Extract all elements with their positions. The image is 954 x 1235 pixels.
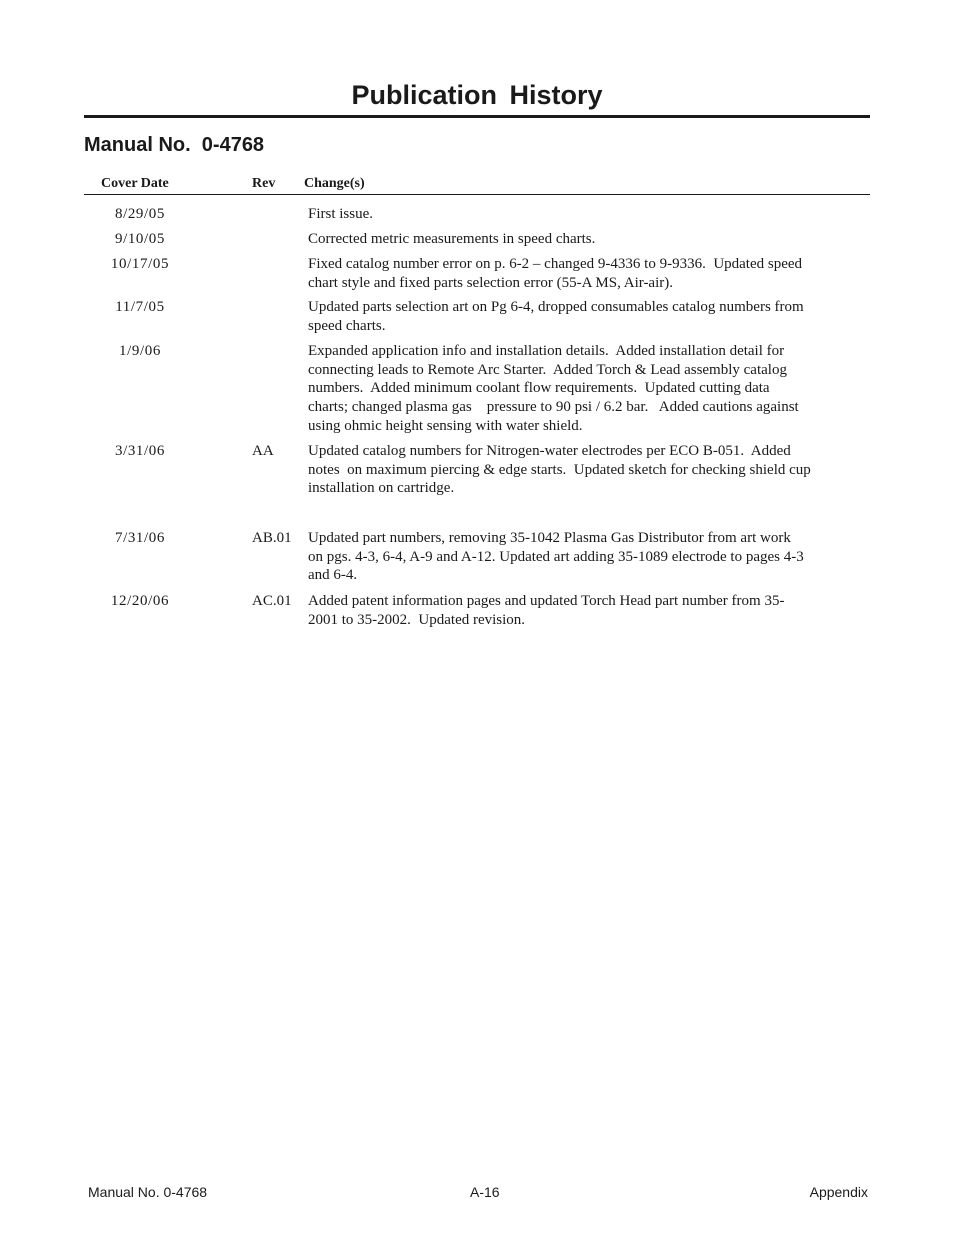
page-title: Publication History bbox=[351, 80, 603, 110]
change-cell: Updated catalog numbers for Nitrogen-water electrodes per ECO B-051. Added notes on maximum piercing & edge starts. Updated sketch for checking shield cup installation on cartridge. bbox=[308, 443, 811, 497]
change-cell: Expanded application info and installation details. Added installation detail for connecting leads to Remote Arc Starter. Added Torch & Lead assembly catalog numbers. Added minimum coolant flow requirements. Updated cutting data charts; changed plasma gas pressure to 90 psi / 6.2 bar. Added cautions against using ohmic height sensing with water shield. bbox=[308, 343, 799, 434]
title-rule bbox=[84, 115, 870, 118]
cover-date-cell: 3/31/06 bbox=[114, 443, 166, 459]
footer-section-name: Appendix bbox=[809, 1184, 868, 1200]
cover-date-cell: 9/10/05 bbox=[114, 231, 166, 247]
rev-cell: AA bbox=[252, 443, 274, 459]
change-cell: Updated parts selection art on Pg 6-4, dropped consumables catalog numbers from speed charts. bbox=[308, 299, 804, 334]
change-cell: First issue. bbox=[308, 206, 374, 222]
column-header-changes: Change(s) bbox=[304, 176, 365, 191]
cover-date-cell: 7/31/06 bbox=[114, 530, 166, 546]
cover-date-cell: 12/20/06 bbox=[110, 593, 170, 609]
cover-date-cell: 8/29/05 bbox=[114, 206, 166, 222]
footer-page-number: A-16 bbox=[470, 1184, 500, 1200]
rev-cell: AC.01 bbox=[252, 593, 292, 609]
change-cell: Updated part numbers, removing 35-1042 Plasma Gas Distributor from art work on pgs. 4-3, 6-4, A-9 and A-12. Updated art adding 35-1089 electrode to pages 4-3 and 6-4. bbox=[308, 530, 804, 584]
change-cell: Fixed catalog number error on p. 6-2 – changed 9-4336 to 9-9336. Updated speed chart style and fixed parts selection error (55-A MS, Air-air). bbox=[308, 256, 803, 291]
rev-cell: AB.01 bbox=[252, 530, 292, 546]
manual-number-heading: Manual No. 0-4768 bbox=[84, 134, 265, 156]
cover-date-cell: 11/7/05 bbox=[115, 299, 165, 315]
column-header-cover-date: Cover Date bbox=[101, 176, 169, 191]
change-cell: Added patent information pages and updated Torch Head part number from 35- 2001 to 35-2002. Updated revision. bbox=[308, 593, 785, 628]
cover-date-cell: 1/9/06 bbox=[119, 343, 161, 359]
change-cell: Corrected metric measurements in speed charts. bbox=[308, 231, 596, 247]
cover-date-cell: 10/17/05 bbox=[110, 256, 170, 272]
header-rule bbox=[84, 194, 870, 195]
column-header-rev: Rev bbox=[252, 176, 276, 191]
footer-manual-number: Manual No. 0-4768 bbox=[88, 1184, 208, 1200]
